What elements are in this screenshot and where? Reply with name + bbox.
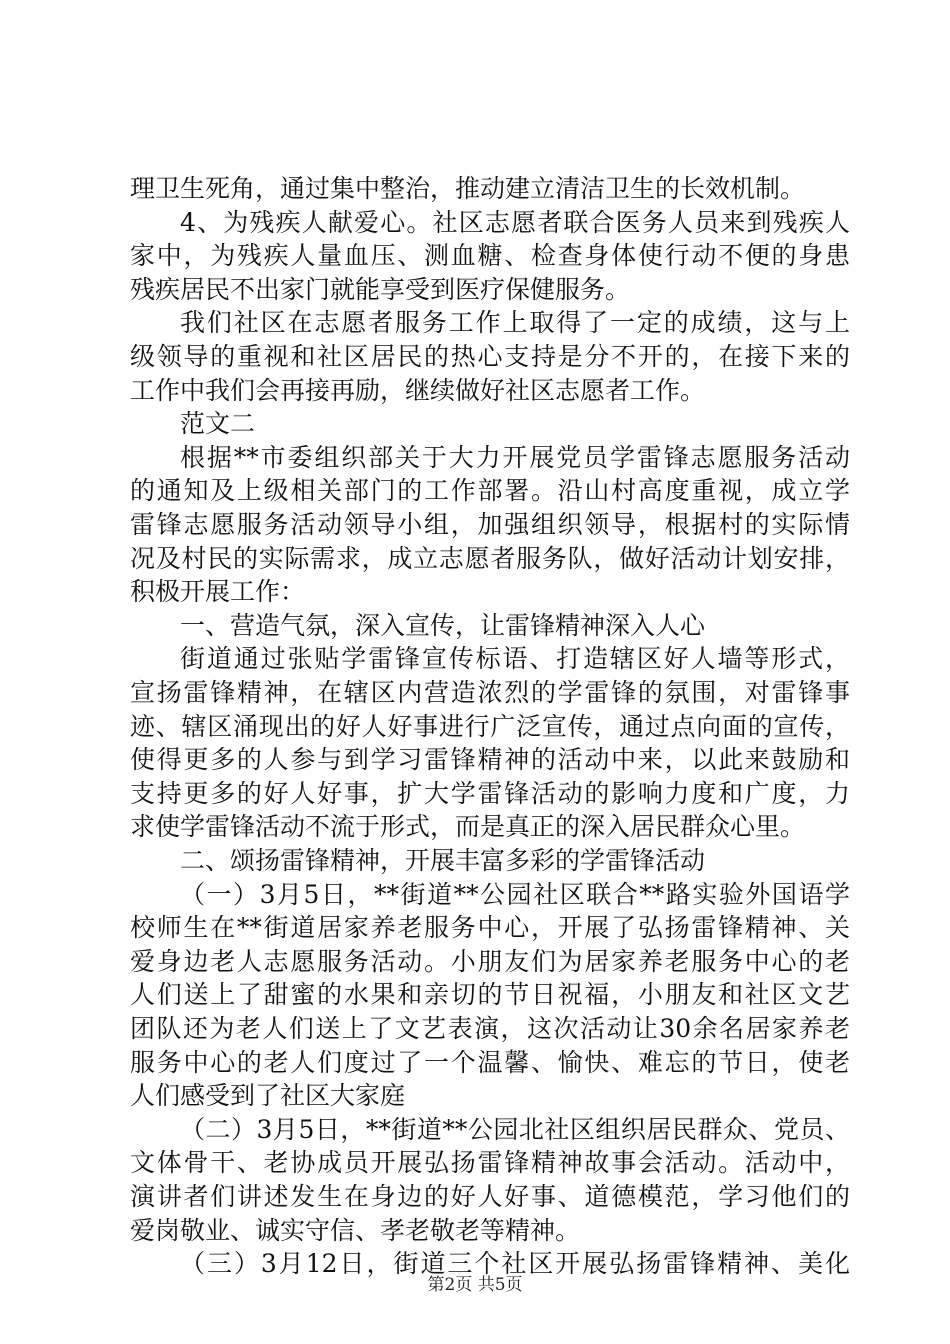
text-line: 文体骨干、老协成员开展弘扬雷锋精神故事会活动。活动中， — [130, 1148, 850, 1178]
text-line: 演讲者们讲述发生在身边的好人好事、道德模范，学习他们的 — [130, 1182, 850, 1211]
text-line: 校师生在**街道居家养老服务中心，开展了弘扬雷锋精神、关 — [130, 913, 850, 943]
text-line: 根据**市委组织部关于大力开展党员学雷锋志愿服务活动 — [180, 442, 850, 472]
text-line: 家中，为残疾人量血压、测血糖、检查身体使行动不便的身患 — [130, 241, 850, 271]
text-line: 爱身边老人志愿服务活动。小朋友们为居家养老服务中心的老 — [130, 946, 850, 976]
text-line: 爱岗敬业、诚实守信、孝老敬老等精神。 — [130, 1215, 581, 1245]
text-line: 迹、辖区涌现出的好人好事进行广泛宣传，通过点向面的宣传， — [130, 711, 850, 741]
text-line: 的通知及上级相关部门的工作部署。沿山村高度重视，成立学 — [130, 476, 850, 506]
text-line: 况及村民的实际需求，成立志愿者服务队，做好活动计划安排， — [130, 543, 850, 573]
text-line: 级领导的重视和社区居民的热心支持是分不开的，在接下来的 — [130, 342, 850, 371]
text-line: 二、颂扬雷锋精神，开展丰富多彩的学雷锋活动 — [180, 846, 706, 875]
text-line: 4、为残疾人献爱心。社区志愿者联合医务人员来到残疾人 — [180, 207, 850, 237]
text-line: 残疾居民不出家门就能享受到医疗保健服务。 — [130, 274, 631, 304]
text-line: 我们社区在志愿者服务工作上取得了一定的成绩，这与上 — [180, 308, 850, 338]
text-line: 使得更多的人参与到学习雷锋精神的活动中来，以此来鼓励和 — [130, 745, 850, 775]
text-line: 雷锋志愿服务活动领导小组，加强组织领导，根据村的实际情 — [130, 510, 850, 539]
text-line: 一、营造气氛，深入宣传，让雷锋精神深入人心 — [180, 610, 706, 640]
text-line: 人们送上了甜蜜的水果和亲切的节日祝福，小朋友和社区文艺 — [130, 980, 850, 1010]
text-line: 人们感受到了社区大家庭 — [130, 1081, 406, 1111]
text-line: 街道通过张贴学雷锋宣传标语、打造辖区好人墙等形式， — [180, 644, 850, 674]
text-line: 服务中心的老人们度过了一个温馨、愉快、难忘的节日，使老 — [130, 1047, 850, 1077]
text-line: 宣扬雷锋精神，在辖区内营造浓烈的学雷锋的氛围，对雷锋事 — [130, 678, 850, 707]
text-line: 团队还为老人们送上了文艺表演，这次活动让30余名居家养老 — [130, 1014, 850, 1043]
text-line: 范文二 — [180, 409, 256, 439]
text-line: 理卫生死角，通过集中整治，推动建立清洁卫生的长效机制。 — [130, 174, 806, 203]
text-line: （一）3月5日，**街道**公园社区联合**路实验外国语学 — [180, 879, 850, 909]
text-line: （三）3月12日，街道三个社区开展弘扬雷锋精神、美化 — [180, 1249, 850, 1279]
page-footer: 第2页 共5页 — [427, 1275, 523, 1295]
text-line: 积极开展工作： — [130, 577, 306, 607]
text-line: 支持更多的好人好事，扩大学雷锋活动的影响力度和广度，力 — [130, 778, 850, 808]
text-line: 工作中我们会再接再励，继续做好社区志愿者工作。 — [130, 375, 706, 405]
text-line: （二）3月5日，**街道**公园北社区组织居民群众、党员、 — [180, 1114, 850, 1144]
text-line: 求使学雷锋活动不流于形式，而是真正的深入居民群众心里。 — [130, 812, 806, 842]
